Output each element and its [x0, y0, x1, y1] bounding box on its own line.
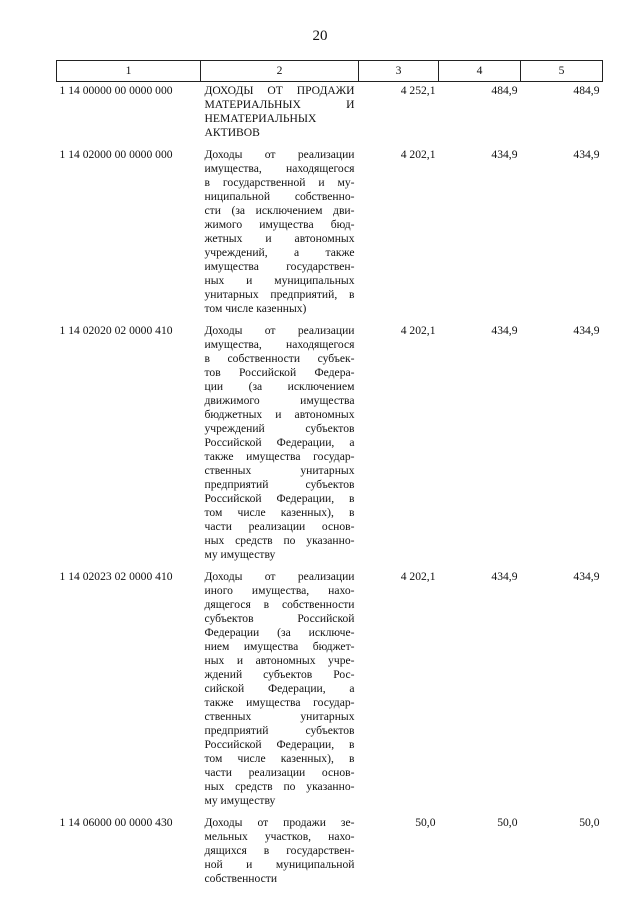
description-line: дящегося в собственности — [204, 598, 355, 611]
description-line: ждений субъектов Рос- — [204, 668, 355, 681]
revenue-code: 1 14 02020 02 0000 410 — [59, 324, 173, 337]
column-header-4: 4 — [439, 61, 521, 82]
description-line: бюджетных и автономных — [204, 408, 355, 421]
description-line: ственных унитарных — [204, 710, 355, 723]
description-line: имущества государствен- — [204, 260, 355, 273]
column-header-5: 5 — [521, 61, 603, 82]
description-line: части реализации основ- — [204, 766, 355, 779]
description-line: НЕМАТЕРИАЛЬНЫХ — [204, 112, 317, 125]
description-line: Российской Федерации, а — [204, 436, 355, 449]
description-line: АКТИВОВ — [204, 126, 260, 139]
description-line: ДОХОДЫ ОТ ПРОДАЖИ — [204, 84, 355, 97]
description-line: предприятий субъектов — [204, 724, 355, 737]
description-line: ных и муниципальных — [204, 274, 355, 287]
description-line: унитарных предприятий, в — [204, 288, 355, 301]
amount-col-3: 4 202,1 — [400, 324, 436, 337]
table-row — [57, 568, 603, 814]
description-line: жимого имущества бюд- — [204, 218, 355, 231]
revenue-code: 1 14 00000 00 0000 000 — [59, 84, 173, 97]
description-line: ных средств по указанно- — [204, 780, 355, 793]
description-line: Российской Федерации, в — [204, 492, 355, 505]
revenue-code: 1 14 02023 02 0000 410 — [59, 570, 173, 583]
description-line: иного имущества, нахо- — [204, 584, 355, 597]
description-line: му имуществу — [204, 794, 276, 807]
description-line: му имуществу — [204, 548, 276, 561]
description-line: МАТЕРИАЛЬНЫХ И — [204, 98, 355, 111]
amount-col-3: 4 252,1 — [400, 84, 436, 97]
amount-col-5: 434,9 — [573, 148, 600, 161]
description-line: также имущества государ- — [204, 696, 355, 709]
description-line: Федерации (за исключе- — [204, 626, 355, 639]
description-line: части реализации основ- — [204, 520, 355, 533]
table-row — [57, 814, 603, 892]
description-line: движимого имущества — [204, 394, 355, 407]
amount-col-4: 434,9 — [491, 324, 518, 337]
description-line: том числе казенных), в — [204, 506, 355, 519]
description-line: сти (за исключением дви- — [204, 204, 355, 217]
description-line: ной и муниципальной — [204, 858, 355, 871]
revenue-description — [201, 814, 359, 892]
amount-col-5: 50,0 — [579, 816, 600, 829]
description-line: тов Российской Федера- — [204, 366, 355, 379]
table-header-row — [57, 61, 603, 82]
amount-col-5: 484,9 — [573, 84, 600, 97]
revenue-code: 1 14 02000 00 0000 000 — [59, 148, 173, 161]
amount-col-4: 434,9 — [491, 148, 518, 161]
description-line: в государственной и му- — [204, 176, 355, 189]
description-line: ных средств по указанно- — [204, 534, 355, 547]
description-line: имущества, находящегося — [204, 162, 355, 175]
table-row — [57, 82, 603, 147]
description-line: жетных и автономных — [204, 232, 355, 245]
description-line: собственности — [204, 872, 278, 885]
table-body — [57, 82, 603, 893]
revenue-table — [56, 60, 603, 892]
page-number: 20 — [312, 28, 328, 44]
amount-col-3: 4 202,1 — [400, 148, 436, 161]
column-header-1: 1 — [57, 61, 201, 82]
amount-col-5: 434,9 — [573, 570, 600, 583]
description-line: том числе казенных) — [204, 302, 307, 315]
amount-col-3: 50,0 — [415, 816, 436, 829]
amount-col-4: 50,0 — [497, 816, 518, 829]
description-line: Доходы от реализации — [204, 570, 355, 583]
description-line: учреждений, а также — [204, 246, 355, 259]
amount-col-4: 434,9 — [491, 570, 518, 583]
column-header-3: 3 — [359, 61, 439, 82]
description-line: ции (за исключением — [204, 380, 355, 393]
description-line: Российской Федерации, в — [204, 738, 355, 751]
description-line: Доходы от продажи зе- — [204, 816, 355, 829]
table-row — [57, 322, 603, 568]
revenue-code: 1 14 06000 00 0000 430 — [59, 816, 173, 829]
amount-col-3: 4 202,1 — [400, 570, 436, 583]
description-line: ниципальной собственно- — [204, 190, 355, 203]
description-line: сийской Федерации, а — [204, 682, 355, 695]
description-line: в собственности субъек- — [204, 352, 355, 365]
amount-col-4: 484,9 — [491, 84, 518, 97]
description-line: ственных унитарных — [204, 464, 355, 477]
description-line: Доходы от реализации — [204, 148, 355, 161]
table-row — [57, 146, 603, 322]
description-line: также имущества государ- — [204, 450, 355, 463]
description-line: нием имущества бюджет- — [204, 640, 355, 653]
revenue-description — [201, 322, 359, 568]
revenue-description — [201, 146, 359, 322]
description-line: имущества, находящегося — [204, 338, 355, 351]
description-line: ных и автономных учре- — [204, 654, 355, 667]
description-line: Доходы от реализации — [204, 324, 355, 337]
amount-col-5: 434,9 — [573, 324, 600, 337]
column-header-2: 2 — [201, 61, 359, 82]
description-line: предприятий субъектов — [204, 478, 355, 491]
revenue-description — [201, 568, 359, 814]
description-line: мельных участков, нахо- — [204, 830, 355, 843]
description-line: том числе казенных), в — [204, 752, 355, 765]
description-line: субъектов Российской — [204, 612, 355, 625]
revenue-description — [201, 82, 359, 147]
description-line: учреждений субъектов — [204, 422, 355, 435]
description-line: дящихся в государствен- — [204, 844, 355, 857]
